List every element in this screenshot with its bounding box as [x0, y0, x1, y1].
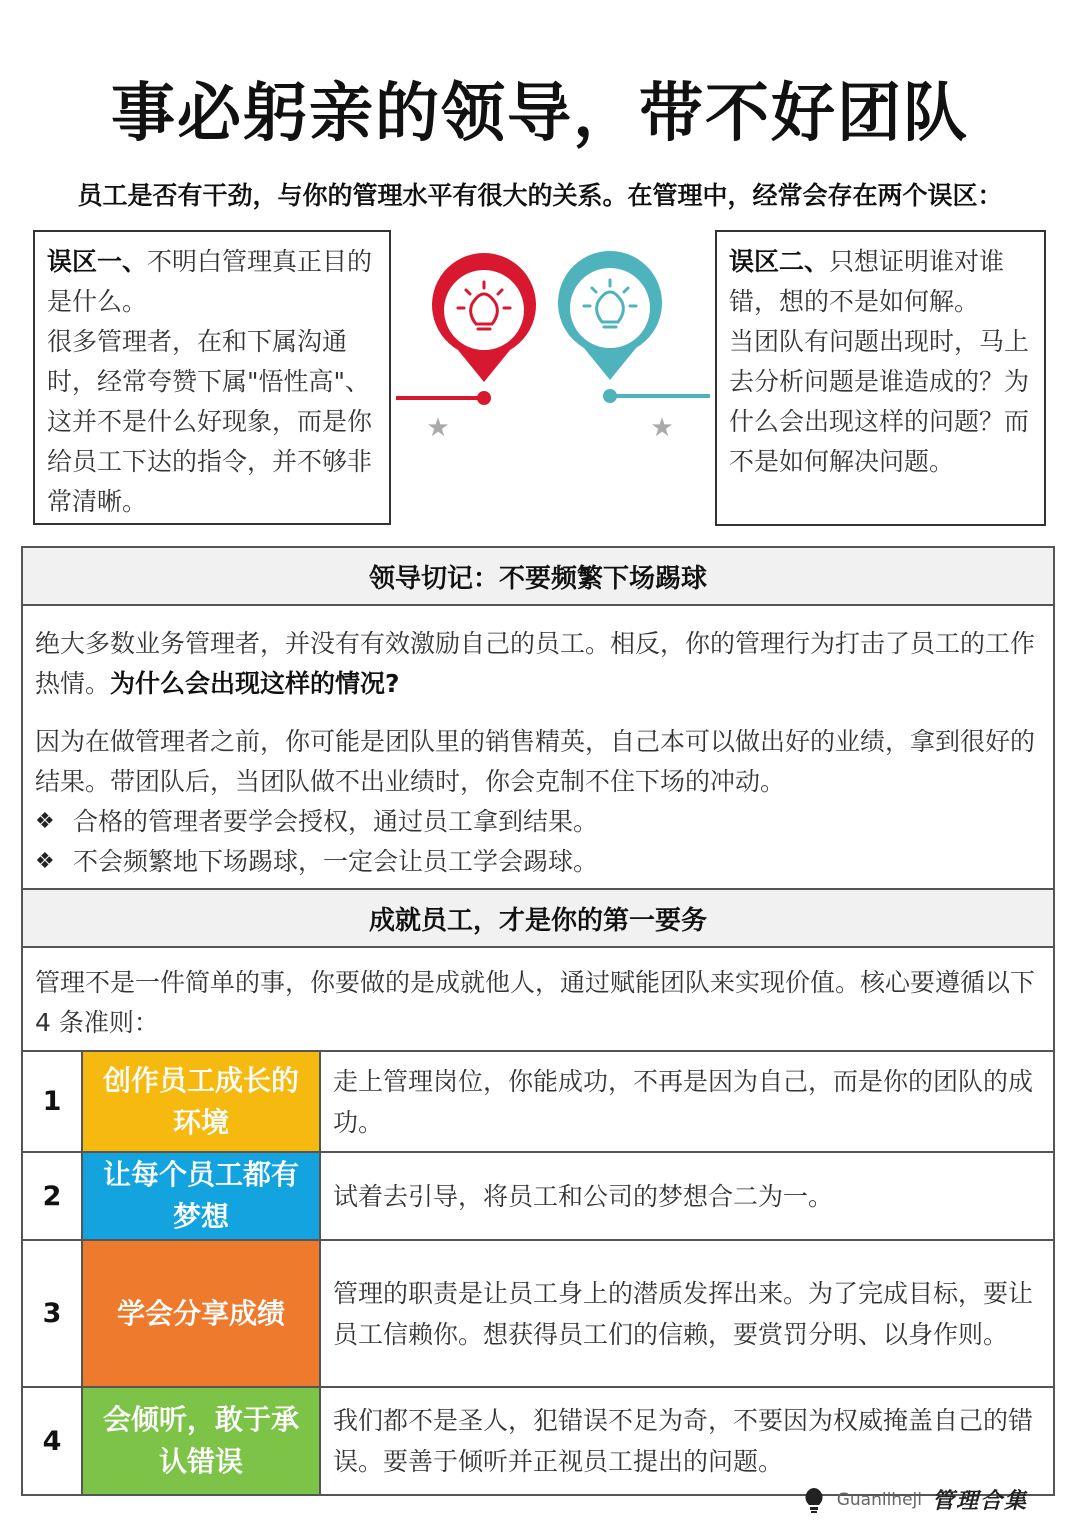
bullet-text: 不会频繁地下场踢球，一定会让员工学会踢球。 — [73, 847, 599, 876]
red-pin-icon — [432, 253, 536, 382]
myth-one-heading: 误区一、 — [47, 247, 148, 276]
bullet-item — [35, 842, 1041, 882]
red-dot — [477, 391, 491, 405]
star-icon: ★ — [426, 413, 450, 443]
myth-two-text: 只想证明谁对谁错，想的不是如何解。 — [729, 247, 1005, 316]
bullet-text: 合格的管理者要学会授权，通过员工拿到结果。 — [73, 807, 599, 836]
rule-title: 学会分享成绩 — [83, 1241, 321, 1386]
rule-number: 1 — [23, 1052, 83, 1151]
myth-two-detail: 当团队有问题出现时，马上去分析问题是谁造成的？为什么会出现这样的问题？而不是如何解决问题。 — [729, 327, 1030, 476]
rule-row — [23, 1241, 1053, 1388]
content-table — [21, 546, 1055, 1496]
lightbulb-icon — [801, 1485, 827, 1515]
myth-two-heading: 误区二、 — [729, 247, 830, 276]
lightbulb-pins-graphic — [392, 240, 714, 460]
myth-one-detail: 很多管理者，在和下属沟通时，经常夸赞下属"悟性高"、这并不是什么好现象，而是你给员工下达的指令，并不够非常清晰。 — [47, 327, 373, 516]
rule-description: 管理的职责是让员工身上的潜质发挥出来。为了完成目标，要让员工信赖你。想获得员工们的信赖，要赏罚分明、以身作则。 — [333, 1278, 1034, 1349]
intro-text: 员工是否有干劲，与你的管理水平有很大的关系。在管理中，经常会存在两个误区： — [77, 181, 1003, 210]
section-two-heading: 成就员工，才是你的第一要务 — [23, 890, 1053, 948]
rule-title: 会倾听，敢于承认错误 — [83, 1388, 321, 1494]
rule-row — [23, 1153, 1053, 1241]
diamond-bullet-icon: ❖ — [35, 809, 55, 834]
rule-number: 3 — [23, 1241, 83, 1386]
myth-one-box — [33, 230, 391, 525]
rule-number: 2 — [23, 1153, 83, 1239]
section-one-paragraph-one — [35, 624, 1041, 704]
section-one-body — [23, 606, 1053, 890]
rule-title: 让每个员工都有梦想 — [83, 1153, 321, 1239]
brand-name: Guanliheji — [836, 1489, 922, 1510]
teal-dot — [603, 389, 617, 403]
myth-two-box — [715, 230, 1046, 526]
rule-number: 4 — [23, 1388, 83, 1494]
paragraph-question: 为什么会出现这样的情况? — [110, 669, 400, 698]
page-title: 事必躬亲的领导，带不好团队 — [111, 76, 969, 151]
myth-one-text: 不明白管理真正目的是什么。 — [47, 247, 373, 316]
star-icon: ★ — [650, 413, 674, 443]
rule-title: 创作员工成长的环境 — [83, 1052, 321, 1151]
footer-brand — [801, 1484, 1028, 1515]
diamond-bullet-icon: ❖ — [35, 849, 55, 874]
section-one-paragraph-two: 因为在做管理者之前，你可能是团队里的销售精英，自己本可以做出好的业绩，拿到很好的结果。带团队后，当团队做不出业绩时，你会克制不住下场的冲动。 — [35, 727, 1036, 796]
bullet-item — [35, 802, 1041, 842]
rule-description: 试着去引导，将员工和公司的梦想合二为一。 — [333, 1181, 834, 1211]
section-one-heading: 领导切记：不要频繁下场踢球 — [23, 548, 1053, 606]
rule-row — [23, 1388, 1053, 1496]
rule-row — [23, 1052, 1053, 1153]
rule-description: 走上管理岗位，你能成功，不再是因为自己，而是你的团队的成功。 — [333, 1066, 1034, 1137]
section-two-intro: 管理不是一件简单的事，你要做的是成就他人，通过赋能团队来实现价值。核心要遵循以下 4 条准则： — [23, 948, 1053, 1052]
teal-pin-icon — [558, 251, 662, 380]
paragraph-text: 绝大多数业务管理者，并没有有效激励自己的员工。相反，你的管理行为打击了员工的工作热情。 — [35, 629, 1036, 698]
brand-logo-text: 管理合集 — [931, 1488, 1028, 1514]
rule-description: 我们都不是圣人，犯错误不足为奇，不要因为权威掩盖自己的错误。要善于倾听并正视员工提出的问题。 — [333, 1406, 1034, 1476]
